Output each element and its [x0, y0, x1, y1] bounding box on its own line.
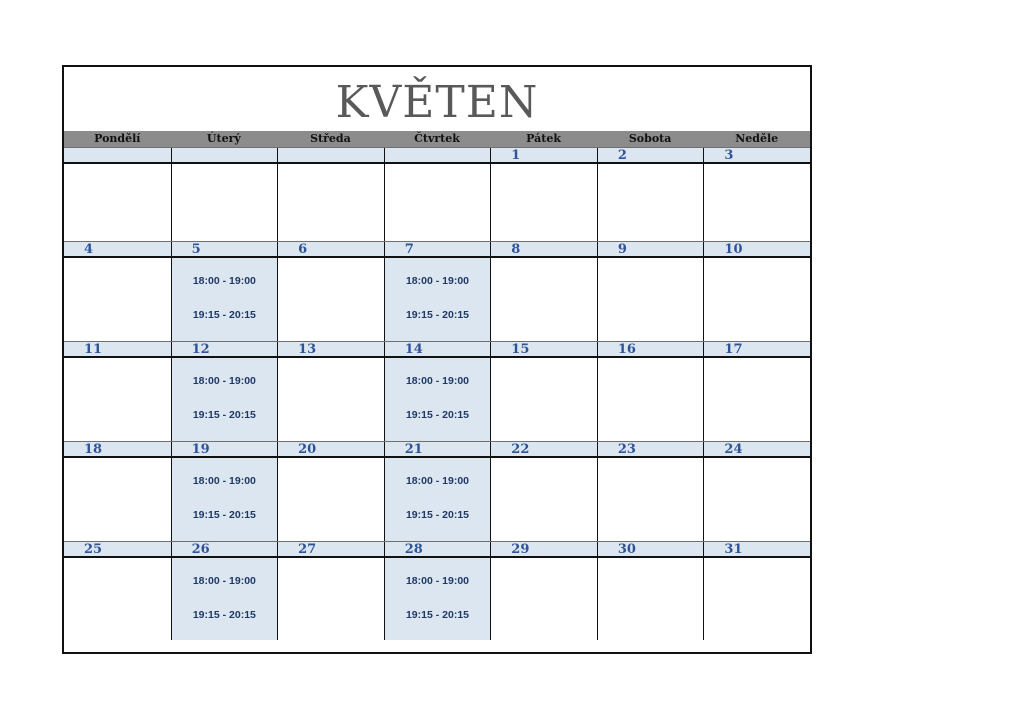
- time-slot: 19:15 - 20:15: [192, 309, 256, 321]
- day-cell: [597, 558, 704, 640]
- day-cell: [490, 164, 597, 241]
- day-number: 4: [84, 242, 94, 256]
- time-slot: 18:00 - 19:00: [192, 375, 256, 387]
- calendar-week: [64, 147, 810, 241]
- day-cell: [703, 258, 810, 341]
- day-cell: [597, 258, 704, 341]
- day-cell: [597, 358, 704, 441]
- day-cell: [64, 358, 171, 441]
- time-slot: 19:15 - 20:15: [405, 409, 470, 421]
- day-number: 19: [171, 442, 278, 456]
- day-cell: [597, 164, 704, 241]
- time-slot: 18:00 - 19:00: [405, 475, 470, 487]
- day-number: 25: [84, 542, 103, 556]
- day-cell: [64, 458, 171, 541]
- day-cell: [490, 558, 597, 640]
- time-slot: 19:15 - 20:15: [405, 509, 470, 521]
- weekday-label: Sobota: [628, 132, 672, 145]
- day-body-row: [64, 164, 810, 241]
- day-number: 24: [703, 442, 810, 456]
- weekday-label: Úterý: [206, 132, 241, 145]
- month-title: KVĚTEN: [335, 77, 539, 128]
- weekday-label: Pondělí: [94, 132, 141, 145]
- time-slot: 19:15 - 20:15: [192, 609, 256, 621]
- weeks-container: [64, 147, 810, 640]
- day-number-row: [64, 241, 810, 258]
- time-slot: 18:00 - 19:00: [192, 575, 256, 587]
- day-number: 16: [597, 342, 704, 356]
- day-body-row: [64, 558, 810, 640]
- day-number: 10: [703, 242, 810, 256]
- day-cell: [384, 358, 491, 441]
- time-slot: 18:00 - 19:00: [192, 275, 256, 287]
- day-body-row: [64, 358, 810, 441]
- day-number: 15: [490, 342, 597, 356]
- day-cell: [703, 458, 810, 541]
- day-number: [384, 148, 491, 162]
- day-number: 9: [597, 242, 704, 256]
- day-cell: [490, 458, 597, 541]
- day-cell: [64, 258, 171, 341]
- day-number-row: [64, 541, 810, 558]
- day-number: 12: [171, 342, 278, 356]
- day-cell: [384, 164, 491, 241]
- day-number: 13: [277, 342, 384, 356]
- day-number: 1: [490, 148, 597, 162]
- time-slot: 19:15 - 20:15: [405, 309, 470, 321]
- day-number: 30: [597, 542, 704, 556]
- weekday-label: Středa: [310, 132, 351, 145]
- day-cell: [597, 458, 704, 541]
- day-number-row: [64, 441, 810, 458]
- time-slot: 18:00 - 19:00: [192, 475, 256, 487]
- day-number: 17: [703, 342, 810, 356]
- day-cell: [490, 358, 597, 441]
- calendar-week: [64, 541, 810, 640]
- time-slot: 18:00 - 19:00: [405, 575, 470, 587]
- day-cell: [171, 358, 278, 441]
- calendar-week: [64, 341, 810, 441]
- day-number: 2: [597, 148, 704, 162]
- day-cell: [277, 458, 384, 541]
- time-slot: 18:00 - 19:00: [405, 275, 470, 287]
- calendar: [62, 65, 812, 654]
- time-slot: 19:15 - 20:15: [192, 509, 256, 521]
- day-cell: [384, 258, 491, 341]
- day-body-row: [64, 258, 810, 341]
- day-cell: [384, 458, 491, 541]
- day-cell: [703, 558, 810, 640]
- day-cell: [64, 558, 171, 640]
- day-number: 31: [703, 542, 810, 556]
- day-number: [277, 148, 384, 162]
- weekday-label: Čtvrtek: [414, 132, 460, 145]
- time-slot: 19:15 - 20:15: [405, 609, 470, 621]
- day-number: 3: [703, 148, 810, 162]
- calendar-week: [64, 441, 810, 541]
- day-cell: [64, 164, 171, 241]
- calendar-week: [64, 241, 810, 341]
- weekday-label: Neděle: [735, 132, 779, 145]
- day-number: 14: [384, 342, 491, 356]
- day-body-row: [64, 458, 810, 541]
- weekday-label: Pátek: [526, 132, 561, 145]
- day-cell: [171, 258, 278, 341]
- day-cell: [277, 258, 384, 341]
- time-slot: 18:00 - 19:00: [405, 375, 470, 387]
- day-number: 28: [384, 542, 491, 556]
- day-number: 11: [84, 342, 103, 356]
- day-cell: [171, 458, 278, 541]
- day-cell: [703, 358, 810, 441]
- day-number: 18: [84, 442, 103, 456]
- day-cell: [277, 558, 384, 640]
- day-number: 29: [490, 542, 597, 556]
- day-number: 27: [277, 542, 384, 556]
- day-number: 26: [171, 542, 278, 556]
- day-cell: [277, 164, 384, 241]
- day-number: 20: [277, 442, 384, 456]
- day-cell: [490, 258, 597, 341]
- day-cell: [703, 164, 810, 241]
- day-cell: [171, 558, 278, 640]
- day-number: 8: [490, 242, 597, 256]
- day-number-row: [64, 341, 810, 358]
- day-cell: [384, 558, 491, 640]
- time-slot: 19:15 - 20:15: [192, 409, 256, 421]
- day-number-row: [64, 147, 810, 164]
- day-cell: [171, 164, 278, 241]
- day-number: 7: [384, 242, 491, 256]
- weekday-header-row: [64, 131, 810, 147]
- day-number: [64, 148, 171, 162]
- day-number: 5: [171, 242, 278, 256]
- day-number: 23: [597, 442, 704, 456]
- day-number: 6: [277, 242, 384, 256]
- day-number: 21: [384, 442, 491, 456]
- day-cell: [277, 358, 384, 441]
- day-number: [171, 148, 278, 162]
- day-number: 22: [490, 442, 597, 456]
